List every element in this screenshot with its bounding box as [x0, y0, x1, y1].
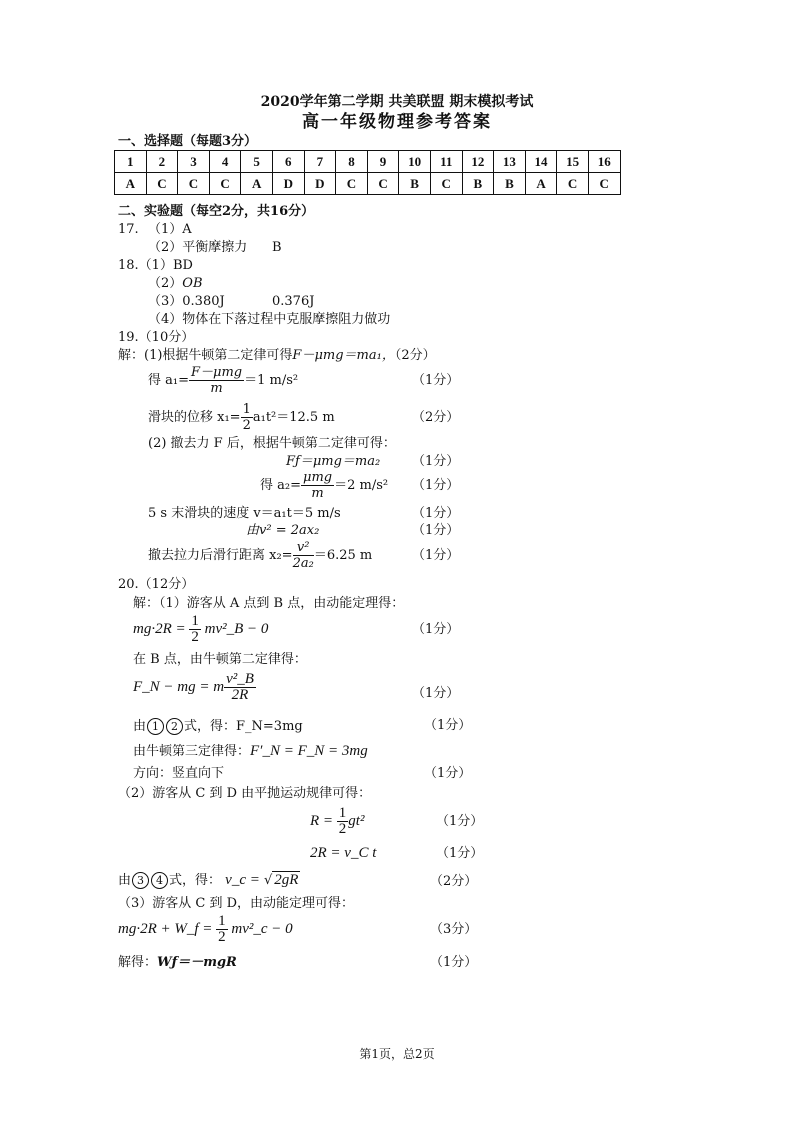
answer-cell: A [241, 173, 273, 195]
q17-part2: （2）平衡摩擦力 [148, 240, 248, 255]
q20-line5: 由 1 2 式，得：F_N=3mg [133, 719, 303, 734]
q19-line7: 5 s 末滑块的速度 v＝a₁t＝5 m/s [148, 506, 341, 521]
q19-line4: (2) 撤去力 F 后，根据牛顿第二定律可得： [148, 436, 396, 451]
question-number-cell: 10 [399, 151, 431, 173]
question-number-cell: 14 [525, 151, 557, 173]
question-number-row [115, 151, 621, 173]
question-number-cell: 9 [367, 151, 399, 173]
question-number-cell: 7 [304, 151, 336, 173]
q20-line4-score: （1分） [412, 686, 460, 701]
q19-line7-score: （1分） [412, 506, 460, 521]
q20-line2-score: （1分） [412, 622, 460, 637]
answer-cell: B [462, 173, 494, 195]
q19-line3-score: （2分） [412, 410, 460, 425]
answer-cell: B [494, 173, 526, 195]
question-number-cell: 1 [115, 151, 147, 173]
q20-line13: mg·2R + W_f = $\frac{1}{2}$ mv²_c − 0 [118, 913, 293, 945]
q20-label: 20.（12分） [118, 577, 195, 592]
answer-table [114, 150, 621, 195]
circled-2: 2 [166, 718, 183, 735]
q20-line7-score: （1分） [424, 766, 472, 781]
question-number-cell: 2 [146, 151, 178, 173]
q17-label: 17. [118, 222, 139, 237]
q19-line6: 得 a₂= $\frac{\text{μmg}}{m}$ ＝2 m/s² [260, 470, 389, 501]
q19-line9-score: （1分） [412, 548, 460, 563]
answer-title: 高一年级物理参考答案 [302, 112, 492, 132]
answer-cell: A [525, 173, 557, 195]
q20-line12: （3）游客从 C 到 D，由动能定理可得： [118, 896, 355, 911]
q17-part1: （1）A [148, 222, 192, 237]
q20-line10: 2R = v_C t [310, 845, 377, 861]
exam-title: 2020学年第二学期 共美联盟 期末模拟考试 [260, 94, 534, 110]
answer-cell: C [430, 173, 462, 195]
q18-part2: （2）OB [148, 276, 203, 291]
question-number-cell: 6 [272, 151, 304, 173]
q20-line2: mg·2R = $\frac{1}{2}$ mv²_B − 0 [133, 613, 269, 645]
answer-cell: C [178, 173, 210, 195]
circled-1: 1 [147, 718, 164, 735]
q19-line5: Fƒ＝μmg＝ma₂ [286, 454, 381, 469]
answer-cell: C [146, 173, 178, 195]
q20-line8: （2）游客从 C 到 D 由平抛运动规律可得： [118, 786, 372, 801]
q20-line14: 解得：Wƒ＝－mgR [118, 955, 237, 970]
question-number-cell: 8 [336, 151, 368, 173]
q19-label: 19.（10分） [118, 330, 195, 345]
answer-cell: C [209, 173, 241, 195]
q19-line5-score: （1分） [412, 454, 460, 469]
q20-line13-score: （3分） [430, 922, 478, 937]
answer-cell: D [304, 173, 336, 195]
q20-line4: F_N − mg = m $\frac{\text{v²\_B}}{2R}$ [133, 671, 254, 703]
q19-line2: 得 a₁= $\frac{\text{F－μmg}}{m}$ ＝1 m/s² [148, 365, 299, 396]
q19-line1: 解：(1)根据牛顿第二定律可得F－μmg＝ma₁，（2分） [118, 348, 436, 363]
q18-part4: （4）物体在下落过程中克服摩擦阻力做功 [148, 312, 391, 327]
q19-line3: 滑块的位移 x₁= $\frac{1}{2}$ a₁t²＝12.5 m [148, 402, 335, 433]
question-number-cell: 11 [430, 151, 462, 173]
q20-line9-score: （1分） [436, 814, 484, 829]
q19-line6-score: （1分） [412, 478, 460, 493]
answer-cell: C [588, 173, 620, 195]
answer-cell: A [115, 173, 147, 195]
q20-line7: 方向：竖直向下 [133, 766, 225, 781]
question-number-cell: 16 [588, 151, 620, 173]
question-number-cell: 5 [241, 151, 273, 173]
q20-line9: R = $\frac{1}{2}$ gt² [310, 805, 365, 837]
q20-line3: 在 B 点，由牛顿第二定律得： [133, 652, 307, 667]
q18-part1: 18.（1）BD [118, 258, 193, 273]
answer-cell: C [367, 173, 399, 195]
q18-part3-b: 0.376J [272, 294, 315, 309]
q19-line8: 由v² = 2ax₂ [246, 523, 320, 538]
question-number-cell: 12 [462, 151, 494, 173]
question-number-cell: 15 [557, 151, 589, 173]
page-footer: 第1页，总2页 [359, 1047, 435, 1061]
answer-cell: C [336, 173, 368, 195]
q17-part2-answer: B [272, 240, 282, 255]
q19-line2-score: （1分） [412, 373, 460, 388]
q20-line6: 由牛顿第三定律得：F′_N = F_N = 3mg [133, 743, 368, 759]
q19-line9: 撤去拉力后滑行距离 x₂= $\frac{\text{v²}}{\text{2a₂}}$ ＝6.25 m [148, 540, 373, 571]
answer-cell: D [272, 173, 304, 195]
q20-line11: 由 3 4 式，得： v_c = √ 2gR [118, 872, 299, 888]
q19-line8-score: （1分） [412, 523, 460, 538]
circled-3: 3 [132, 872, 149, 889]
answer-cell: B [399, 173, 431, 195]
q20-line5-score: （1分） [424, 718, 472, 733]
answer-cell: C [557, 173, 589, 195]
section2-heading: 二、实验题（每空2分，共16分） [118, 204, 315, 219]
section1-heading: 一、选择题（每题3分） [118, 134, 258, 149]
q20-line1: 解：（1）游客从 A 点到 B 点，由动能定理得： [133, 596, 405, 611]
q20-line11-score: （2分） [430, 874, 478, 889]
question-number-cell: 4 [209, 151, 241, 173]
answer-row [115, 173, 621, 195]
circled-4: 4 [151, 872, 168, 889]
question-number-cell: 3 [178, 151, 210, 173]
question-number-cell: 13 [494, 151, 526, 173]
q20-line14-score: （1分） [430, 955, 478, 970]
q18-part3: （3）0.380J [148, 294, 225, 309]
q20-line10-score: （1分） [436, 846, 484, 861]
